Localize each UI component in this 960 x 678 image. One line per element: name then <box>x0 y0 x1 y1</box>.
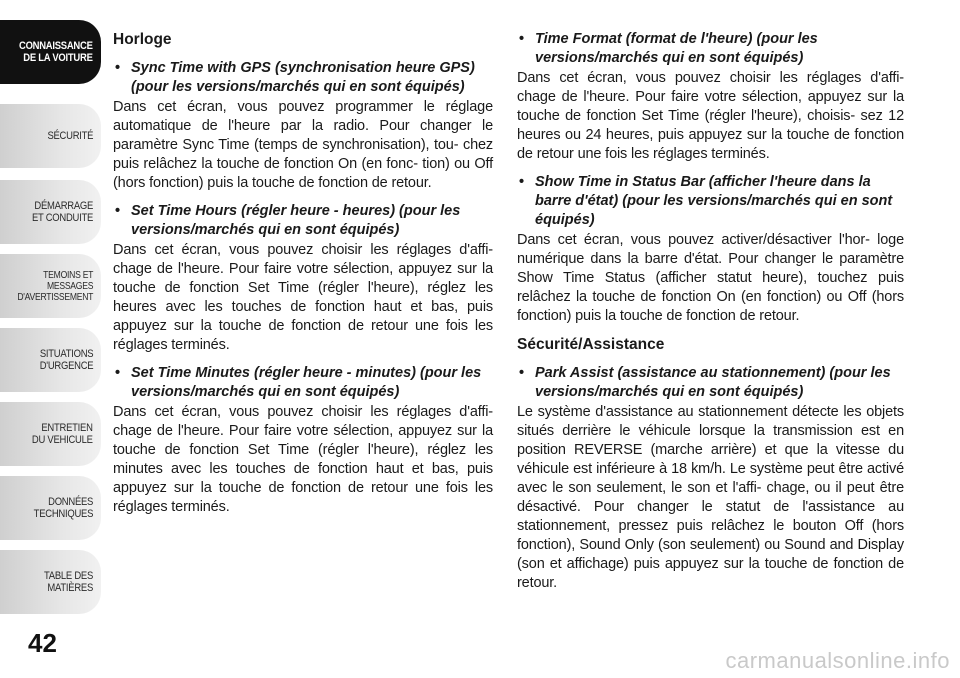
tab-entretien-du-vehicule[interactable] <box>0 402 101 466</box>
chapter-tabs-sidebar <box>0 0 101 678</box>
tab-label: DÉMARRAGE ET CONDUITE <box>31 200 93 224</box>
tab-donnees-techniques[interactable] <box>0 476 101 540</box>
section-heading-securite-assistance: Sécurité/Assistance <box>517 336 665 353</box>
tab-securite[interactable] <box>0 104 101 168</box>
item-title-set-time-minutes: • Set Time Minutes (régler heure - minutes) (pour les versions/marchés qui en sont équipés) <box>113 364 493 402</box>
tab-label: DONNÉES TECHNIQUES <box>33 496 93 520</box>
tab-connaissance-de-la-voiture[interactable] <box>0 20 101 84</box>
item-title-set-time-hours: • Set Time Hours (régler heure - heures) (pour les versions/marchés qui en sont équipés) <box>113 202 493 240</box>
item-title-sync-time: • Sync Time with GPS (synchronisation heure GPS) (pour les versions/marchés qui en sont équipés) <box>113 59 493 97</box>
tab-label: TEMOINS ET MESSAGES D'AVERTISSEMENT <box>17 269 93 303</box>
tab-situations-d-urgence[interactable] <box>0 328 101 392</box>
watermark: carmanualsonline.info <box>725 648 950 673</box>
tab-table-des-matieres[interactable] <box>0 550 101 614</box>
tab-demarrage-et-conduite[interactable] <box>0 180 101 244</box>
section-heading-horloge: Horloge <box>113 31 172 48</box>
item-title-time-format: • Time Format (format de l'heure) (pour les versions/marchés qui en sont équipés) <box>517 30 904 68</box>
item-text-sync-time: Dans cet écran, vous pouvez programmer le réglage automatique de l'heure par la radio. Pour changer le paramètre Sync Time (temps de synchronisation), tou- chez puis relâchez la touche de fonction On (en fonc- tion) ou Off (hors fonction) puis la touche de fonction de retour. <box>113 99 493 191</box>
tab-label: SITUATIONS D'URGENCE <box>39 348 93 372</box>
item-title-park-assist: • Park Assist (assistance au stationnement) (pour les versions/marchés qui en sont équipés) <box>517 364 904 402</box>
page-number: 42 <box>28 628 57 658</box>
tab-label: ENTRETIEN DU VEHICULE <box>32 422 93 446</box>
item-text-set-time-minutes: Dans cet écran, vous pouvez choisir les réglages d'affi- chage de l'heure. Pour faire votre sélection, appuyez sur la touche de fonction Set Time (régler l'heure), réglez les minutes avec les touches de fonction haut et bas, puis appuyez sur la touche de fonction de retour une fois les réglages terminés. <box>113 404 493 515</box>
tab-label: TABLE DES MATIÈRES <box>43 570 93 594</box>
item-text-show-time-status-bar: Dans cet écran, vous pouvez activer/désactiver l'hor- loge numérique dans la barre d'état. Pour changer le paramètre Show Time Status (afficher statut heure), touchez puis relâchez la touche de fonction On (en fonction) ou Off (hors fonction) puis la touche de fonction de retour. <box>517 232 904 324</box>
item-title-show-time-status-bar: • Show Time in Status Bar (afficher l'heure dans la barre d'état) (pour les versions/marchés qui en sont équipés) <box>517 173 904 230</box>
right-column <box>517 30 904 602</box>
left-column <box>113 30 493 526</box>
item-text-set-time-hours: Dans cet écran, vous pouvez choisir les réglages d'affi- chage de l'heure. Pour faire votre sélection, appuyez sur la touche de fonction Set Time (régler l'heure), réglez les heures avec les touches de fonction haut et bas, puis appuyez sur la touche de fonction de retour une fois les réglages terminés. <box>113 242 493 353</box>
item-text-time-format: Dans cet écran, vous pouvez choisir les réglages d'affi- chage de l'heure. Pour faire votre sélection, appuyez sur la touche de fonction Set Time (régler l'heure), choisis- sez 12 heures ou 24 heures, puis appuyez sur la touche de fonction de retour une fois les réglages terminés. <box>517 70 904 162</box>
tab-temoins-et-messages[interactable] <box>0 254 101 318</box>
tab-label: SÉCURITÉ <box>47 130 93 142</box>
item-text-park-assist: Le système d'assistance au stationnement détecte les objets situés derrière le véhicule lorsque la transmission est en position REVERSE (marche arrière) et que la vitesse du véhicule est inférieure à 18 km/h. Le système peut être activé avec le son seulement, le son et l'affi- chage, ou il peut être désactivé. Pour changer le statut de l'assistance au stationnement, pressez puis relâchez le bouton Off (hors fonction), Sound Only (son seulement) ou Sound and Display (son et affichage) puis appuyez sur la touche de fonction de retour. <box>517 404 904 591</box>
tab-label: CONNAISSANCE DE LA VOITURE <box>19 40 93 64</box>
